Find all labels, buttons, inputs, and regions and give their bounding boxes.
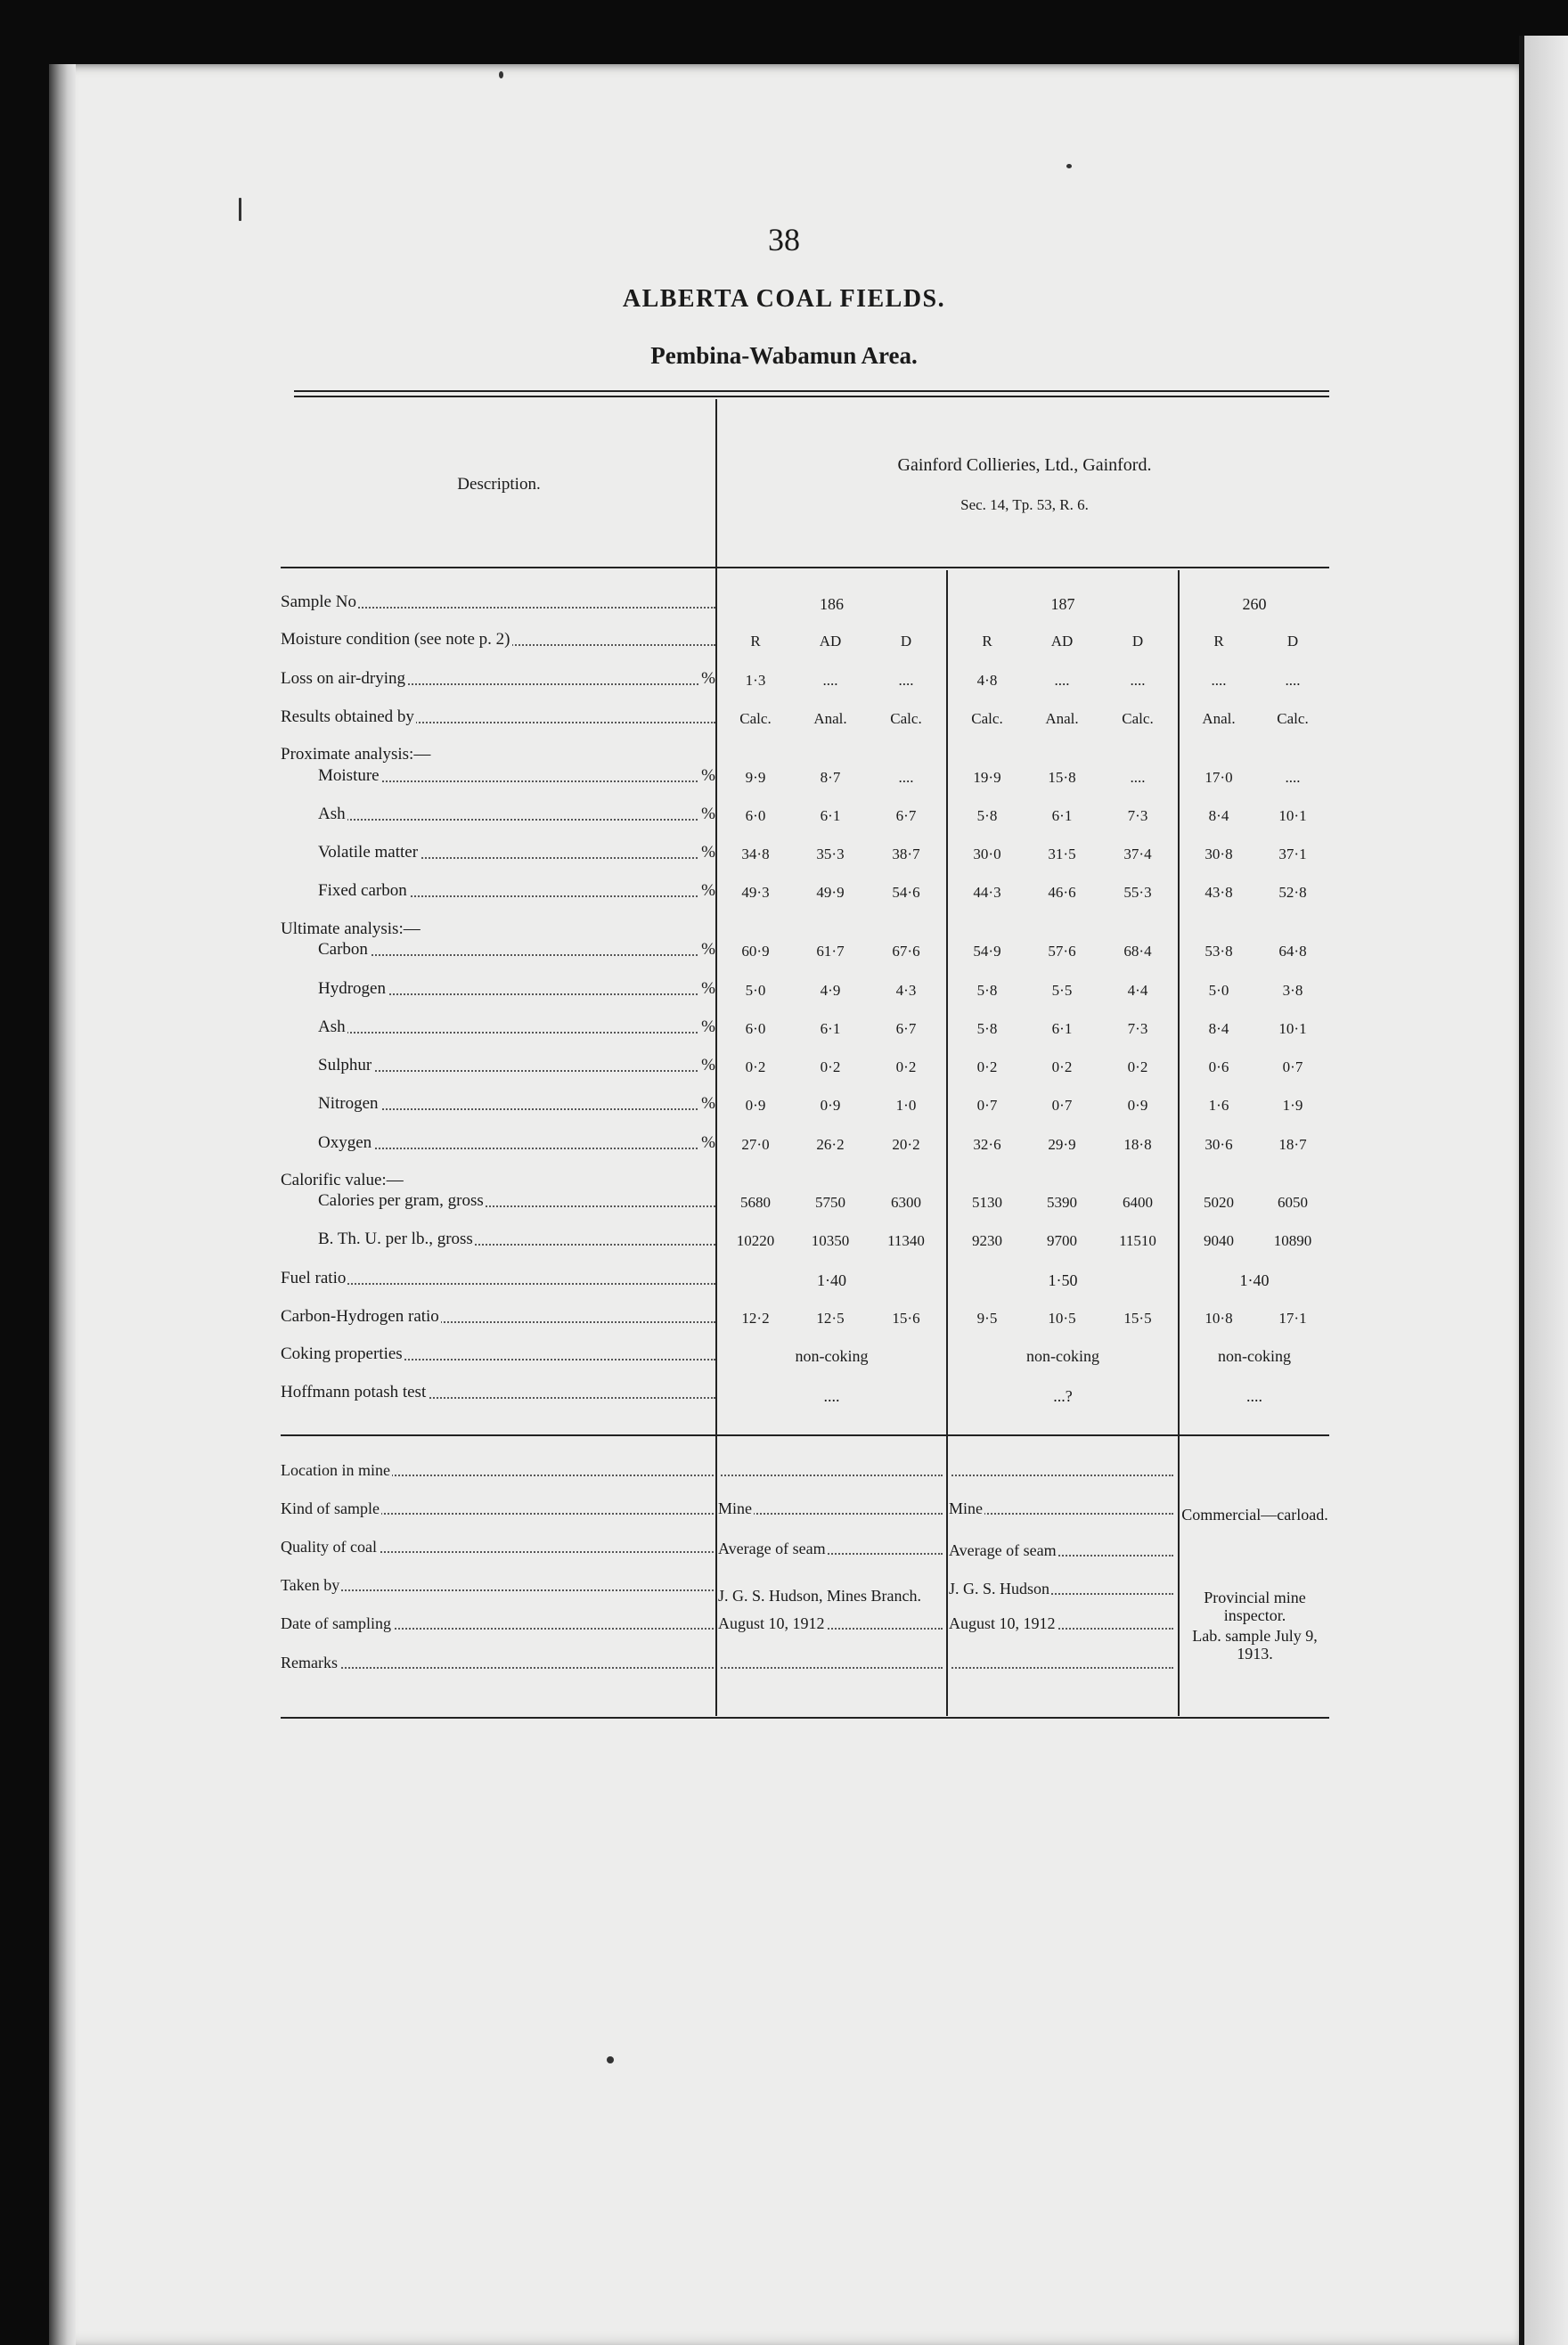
table-cell: 5390 <box>1047 1194 1077 1211</box>
table-cell: .... <box>1285 769 1301 786</box>
table-cell: 9·5 <box>976 1310 998 1327</box>
table-cell: 6300 <box>891 1194 921 1211</box>
row-label: Remarks <box>281 1654 714 1671</box>
table-cell: 29·9 <box>1048 1136 1076 1153</box>
table-cell: 260 <box>1242 595 1267 613</box>
table-cell: ...? <box>1053 1387 1073 1405</box>
row-label: Location in mine <box>281 1461 714 1479</box>
speck <box>1066 164 1072 168</box>
table-cell: 30·8 <box>1205 846 1233 862</box>
detail-cell: Commercial—carload. <box>1181 1506 1328 1524</box>
table-cell: 52·8 <box>1278 884 1307 901</box>
table-cell: 34·8 <box>741 846 770 862</box>
table-cell: 12·5 <box>816 1310 845 1327</box>
table-cell: 0·6 <box>1208 1058 1229 1075</box>
table-cell: 17·1 <box>1278 1310 1307 1327</box>
table-cell: 6·0 <box>745 807 766 824</box>
row-label: Sulphur % <box>318 1056 715 1074</box>
table-cell: 1·40 <box>817 1271 846 1289</box>
table-cell: 10·1 <box>1278 807 1307 824</box>
row-label: B. Th. U. per lb., gross <box>318 1230 715 1249</box>
table-cell: 5020 <box>1204 1194 1234 1211</box>
table-cell: Anal. <box>1202 710 1236 727</box>
table-cell: 187 <box>1050 595 1075 613</box>
table-cell: 0·9 <box>745 1097 766 1114</box>
row-label: Sample No <box>281 592 715 612</box>
group-label: Ultimate analysis:— <box>281 919 421 938</box>
table-cell: 10350 <box>811 1232 850 1249</box>
next-page-strip <box>1524 36 1568 2345</box>
row-label: Quality of coal <box>281 1538 714 1556</box>
bottom-rule <box>281 1717 1329 1719</box>
row-label: Carbon-Hydrogen ratio <box>281 1307 715 1327</box>
table-cell: Calc. <box>739 710 772 727</box>
table-cell: D <box>1286 633 1299 650</box>
table-cell: 0·7 <box>1282 1058 1303 1075</box>
table-cell: 10·1 <box>1278 1020 1307 1037</box>
speck <box>607 2056 614 2063</box>
table-cell: 15·6 <box>892 1310 920 1327</box>
table-cell: non-coking <box>1218 1347 1291 1365</box>
table-cell: 11340 <box>887 1232 925 1249</box>
table-cell: 0·9 <box>820 1097 841 1114</box>
table-cell: .... <box>1211 672 1227 689</box>
table-cell: .... <box>898 769 914 786</box>
table-cell: AD <box>819 633 842 650</box>
table-cell: .... <box>1130 769 1146 786</box>
table-cell: 6·7 <box>895 1020 917 1037</box>
table-cell: 10220 <box>736 1232 775 1249</box>
speck <box>239 198 241 221</box>
table-cell: 5750 <box>815 1194 845 1211</box>
table-cell: 8·7 <box>820 769 841 786</box>
header-rule <box>281 567 1329 568</box>
page-subtitle: Pembina-Wabamun Area. <box>650 342 918 369</box>
table-cell: 0·7 <box>1051 1097 1073 1114</box>
table-cell: .... <box>1054 672 1070 689</box>
table-cell: 10890 <box>1273 1232 1312 1249</box>
table-cell: R <box>982 633 992 650</box>
table-cell: 1·50 <box>1048 1271 1078 1289</box>
table-cell: 5130 <box>972 1194 1002 1211</box>
table-cell: .... <box>1246 1387 1262 1405</box>
table-cell: 7·3 <box>1127 807 1148 824</box>
table-cell: non-coking <box>795 1347 869 1365</box>
table-cell: 46·6 <box>1048 884 1076 901</box>
table-cell: 9040 <box>1204 1232 1234 1249</box>
table-cell: 0·2 <box>976 1058 998 1075</box>
table-cell: 11510 <box>1119 1232 1156 1249</box>
table-cell: D <box>900 633 912 650</box>
table-cell: 6·1 <box>820 807 841 824</box>
detail-cell: Mine <box>949 1499 1173 1517</box>
table-cell: 1·0 <box>895 1097 917 1114</box>
table-cell: 6·1 <box>1051 1020 1073 1037</box>
page-title: ALBERTA COAL FIELDS. <box>622 285 946 313</box>
table-cell: Calc. <box>1122 710 1154 727</box>
detail-cell: Lab. sample July 9, 1913. <box>1192 1627 1318 1663</box>
table-cell: 15·8 <box>1048 769 1076 786</box>
table-cell: 6·1 <box>1051 807 1073 824</box>
table-cell: 0·2 <box>745 1058 766 1075</box>
table-cell: 6·0 <box>745 1020 766 1037</box>
detail-cell: August 10, 1912 <box>718 1614 943 1632</box>
table-cell: 57·6 <box>1048 943 1076 960</box>
table-cell: .... <box>898 672 914 689</box>
table-cell: 49·9 <box>816 884 845 901</box>
detail-cell <box>718 1654 943 1671</box>
row-label: Oxygen % <box>318 1133 715 1152</box>
table-cell: 20·2 <box>892 1136 920 1153</box>
table-cell: 32·6 <box>973 1136 1001 1153</box>
row-label: Hydrogen % <box>318 979 715 998</box>
table-cell: 8·4 <box>1208 807 1229 824</box>
table-cell: .... <box>1285 672 1301 689</box>
row-label: Results obtained by <box>281 707 715 727</box>
table-cell: 4·3 <box>895 982 917 999</box>
table-cell: 5·5 <box>1051 982 1073 999</box>
table-cell: 37·1 <box>1278 846 1307 862</box>
table-cell: 26·2 <box>816 1136 845 1153</box>
table-cell: 8·4 <box>1208 1020 1229 1037</box>
table-cell: 30·0 <box>973 846 1001 862</box>
table-cell: R <box>1213 633 1224 650</box>
row-label: Fixed carbon % <box>318 881 715 900</box>
table-cell: 0·2 <box>895 1058 917 1075</box>
table-cell: 9230 <box>972 1232 1002 1249</box>
row-label: Carbon % <box>318 940 715 959</box>
table-cell: 1·6 <box>1208 1097 1229 1114</box>
top-rule <box>294 390 1329 392</box>
table-cell: 67·6 <box>892 943 920 960</box>
table-cell: 1·40 <box>1239 1271 1270 1289</box>
table-cell: 5·8 <box>976 982 998 999</box>
table-cell: 18·8 <box>1123 1136 1152 1153</box>
table-cell: 0·9 <box>1127 1097 1148 1114</box>
table-cell: 1·3 <box>745 672 766 689</box>
row-label: Ash % <box>318 805 715 823</box>
detail-cell: August 10, 1912 <box>949 1614 1173 1632</box>
table-cell: 9700 <box>1047 1232 1077 1249</box>
table-cell: 0·2 <box>1127 1058 1148 1075</box>
column-divider <box>1178 570 1180 1716</box>
description-header: Description. <box>457 475 541 494</box>
table-cell: 30·6 <box>1205 1136 1233 1153</box>
row-label: Calories per gram, gross <box>318 1191 715 1211</box>
table-cell: Anal. <box>1045 710 1079 727</box>
table-cell: 12·2 <box>741 1310 770 1327</box>
table-cell: 44·3 <box>973 884 1001 901</box>
group-label: Proximate analysis:— <box>281 745 431 764</box>
detail-cell: J. G. S. Hudson <box>949 1580 1173 1597</box>
table-cell: 19·9 <box>973 769 1001 786</box>
page-number: 38 <box>768 222 800 257</box>
table-cell: 54·6 <box>892 884 920 901</box>
group-label: Calorific value:— <box>281 1171 404 1189</box>
table-cell: .... <box>1130 672 1146 689</box>
table-cell: 4·8 <box>976 672 998 689</box>
company-location: Sec. 14, Tp. 53, R. 6. <box>960 496 1089 513</box>
table-cell: D <box>1131 633 1144 650</box>
table-cell: 6·7 <box>895 807 917 824</box>
table-cell: 15·5 <box>1123 1310 1152 1327</box>
page-spine <box>49 64 76 2345</box>
table-cell: 4·9 <box>820 982 841 999</box>
detail-cell: Average of seam <box>949 1541 1173 1559</box>
detail-cell <box>718 1461 943 1479</box>
table-cell: 10·5 <box>1048 1310 1076 1327</box>
row-label: Hoffmann potash test <box>281 1383 715 1402</box>
table-cell: 49·3 <box>741 884 770 901</box>
table-cell: 55·3 <box>1123 884 1152 901</box>
table-cell: 37·4 <box>1123 846 1152 862</box>
table-cell: 17·0 <box>1205 769 1233 786</box>
row-label: Ash % <box>318 1017 715 1036</box>
table-cell: 18·7 <box>1278 1136 1307 1153</box>
section-rule <box>281 1434 1329 1436</box>
top-rule <box>294 396 1329 397</box>
detail-cell: Mine <box>718 1499 943 1517</box>
table-cell: .... <box>822 672 838 689</box>
detail-cell: Average of seam <box>718 1540 943 1557</box>
row-label: Coking properties <box>281 1344 715 1364</box>
row-label: Fuel ratio <box>281 1269 715 1288</box>
column-divider <box>946 570 948 1716</box>
speck <box>499 71 503 78</box>
detail-cell <box>949 1654 1173 1671</box>
row-label: Date of sampling <box>281 1614 714 1632</box>
table-cell: 6·1 <box>820 1020 841 1037</box>
detail-cell: Provincial mine inspector. <box>1204 1589 1306 1624</box>
table-cell: 0·2 <box>1051 1058 1073 1075</box>
row-label: Kind of sample <box>281 1499 714 1517</box>
detail-cell: J. G. S. Hudson, Mines Branch. <box>718 1587 921 1605</box>
table-cell: 38·7 <box>892 846 920 862</box>
table-cell: AD <box>1050 633 1074 650</box>
table-cell: 53·8 <box>1205 943 1233 960</box>
table-cell: 5·0 <box>1208 982 1229 999</box>
table-cell: 43·8 <box>1205 884 1233 901</box>
row-label: Volatile matter % <box>318 843 715 862</box>
table-cell: 4·4 <box>1127 982 1148 999</box>
table-cell: Calc. <box>890 710 922 727</box>
table-cell: 68·4 <box>1123 943 1152 960</box>
table-cell: Calc. <box>1277 710 1309 727</box>
table-cell: 31·5 <box>1048 846 1076 862</box>
table-cell: 7·3 <box>1127 1020 1148 1037</box>
table-cell: R <box>750 633 761 650</box>
table-cell: 5·8 <box>976 1020 998 1037</box>
table-cell: non-coking <box>1026 1347 1099 1365</box>
table-cell: Calc. <box>971 710 1003 727</box>
table-cell: 10·8 <box>1205 1310 1233 1327</box>
table-cell: 6050 <box>1278 1194 1308 1211</box>
table-cell: 0·2 <box>820 1058 841 1075</box>
table-cell: 3·8 <box>1282 982 1303 999</box>
table-cell: 9·9 <box>745 769 766 786</box>
table-cell: 60·9 <box>741 943 770 960</box>
table-cell: .... <box>823 1387 840 1405</box>
table-cell: 61·7 <box>816 943 845 960</box>
table-cell: Anal. <box>813 710 847 727</box>
table-cell: 6400 <box>1123 1194 1153 1211</box>
table-cell: 0·7 <box>976 1097 998 1114</box>
row-label: Loss on air-drying % <box>281 669 715 688</box>
table-cell: 186 <box>820 595 844 613</box>
table-cell: 1·9 <box>1282 1097 1303 1114</box>
table-cell: 35·3 <box>816 846 845 862</box>
table-cell: 5·0 <box>745 982 766 999</box>
row-label: Moisture % <box>318 766 715 785</box>
table-cell: 54·9 <box>973 943 1001 960</box>
row-label: Moisture condition (see note p. 2) <box>281 630 715 650</box>
table-cell: 64·8 <box>1278 943 1307 960</box>
table-cell: 5680 <box>740 1194 771 1211</box>
detail-cell <box>949 1461 1173 1479</box>
row-label: Nitrogen % <box>318 1094 715 1113</box>
company-name: Gainford Collieries, Ltd., Gainford. <box>897 455 1152 475</box>
table-cell: 5·8 <box>976 807 998 824</box>
table-cell: 27·0 <box>741 1136 770 1153</box>
row-label: Taken by <box>281 1576 714 1594</box>
